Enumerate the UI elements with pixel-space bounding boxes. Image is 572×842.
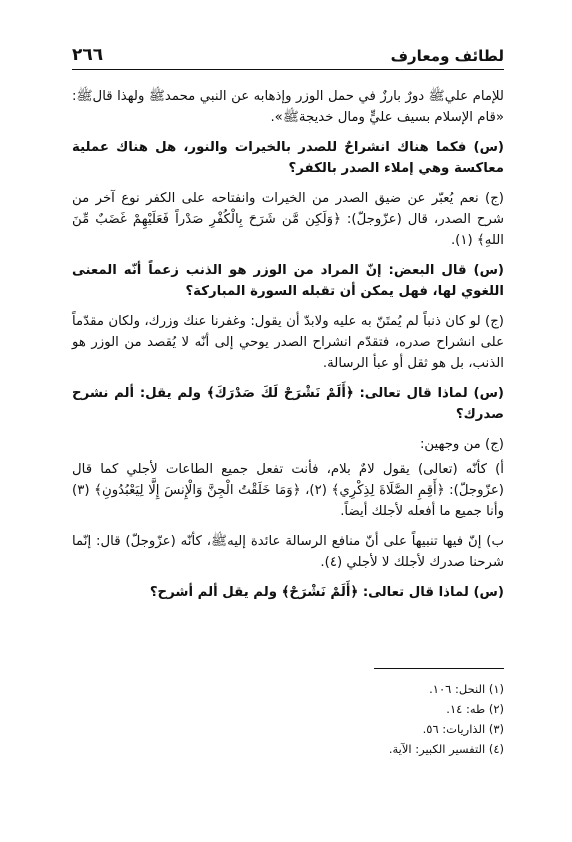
footnote-3: (٣) الذاريات: ٥٦.	[422, 722, 504, 736]
question-1: (س) فكما هناك انشراحٌ للصدر بالخيرات والنور، هل هناك عملية معاكسة وهي إملاء الصدر بالكفر؟	[72, 140, 504, 176]
running-title: لطائف ومعارف	[390, 47, 504, 65]
answer-1: (ج) نعم يُعبّر عن ضيق الصدر من الخيرات وانفتاحه على الكفر نوع آخر من شرح الصدر، قال (عزّوجلّ): ﴿وَلَكِن مَّن شَرَحَ بِالْكُفْرِ صَدْراً فَعَلَيْهِمْ غَضَبٌ مِّنَ اللهِ﴾ (١).	[72, 191, 504, 248]
question-2: (س) قال البعض: إنّ المراد من الوزر هو الذنب زعماً أنّه المعنى اللغوي لها، فهل يمكن أن تقبله السورة المباركة؟	[72, 263, 504, 299]
footnote-2: (٢) طه: ١٤.	[446, 702, 504, 716]
footnote-1: (١) النحل: ١٠٦.	[429, 682, 504, 696]
page-header	[72, 40, 504, 70]
answer-3-intro: (ج) من وجهين:	[419, 437, 504, 452]
paragraph-intro: للإمام عليﷺ دورٌ بارزٌ في حمل الوزر وإذهابه عن النبي محمدﷺ ولهذا قالﷺ: «قام الإسلام بسيف عليٍّ ومال خديجةﷺ».	[72, 89, 504, 125]
answer-3-point-a: أ) كأنّه (تعالى) يقول لامٌ بلام، فأنت تفعل جميع الطاعات لأجلي كما قال (عزّوجلّ): ﴿أَقِمِ الصَّلَاةَ لِذِكْرِي﴾ (٢)، ﴿وَمَا خَلَقْتُ الْجِنَّ وَالْإِنسَ إِلَّا لِيَعْبُدُونِ﴾ (٣) وأنا جميع ما أفعله لأجلك أيضاً.	[72, 462, 504, 519]
answer-3-point-b: ب) إنّ فيها تنبيهاً على أنّ منافع الرسالة عائدة إليهﷺ، كأنّه (عزّوجلّ) قال: إنّما شرحنا صدرك لأجلك لا لأجلي (٤).	[72, 534, 504, 570]
body-text	[72, 86, 504, 612]
footnote-4: (٤) التفسير الكبير: الآية.	[388, 742, 504, 756]
footnotes	[72, 668, 504, 759]
answer-2: (ج) لو كان ذنباً لم يُمتَنّ به عليه ولابدّ أن يقول: وغفرنا عنك وزرك، ولكان مقدّماً على انشراح صدره، فتقدّم انشراح الصدر يوحي إلى أنّه لا يُقصد من الوزر هو الذنب، بل هو ثقل أو عبأ الرسالة.	[72, 314, 504, 371]
footnote-divider	[374, 668, 504, 669]
question-3: (س) لماذا قال تعالى: ﴿أَلَمْ نَشْرَحْ لَكَ صَدْرَكَ﴾ ولم يقل: ألم نشرح صدرك؟	[72, 386, 504, 422]
page-number: ٢٦٦	[72, 45, 104, 65]
question-4: (س) لماذا قال تعالى: ﴿أَلَمْ نَشْرَحْ﴾ ولم يقل ألم أشرح؟	[149, 585, 504, 600]
